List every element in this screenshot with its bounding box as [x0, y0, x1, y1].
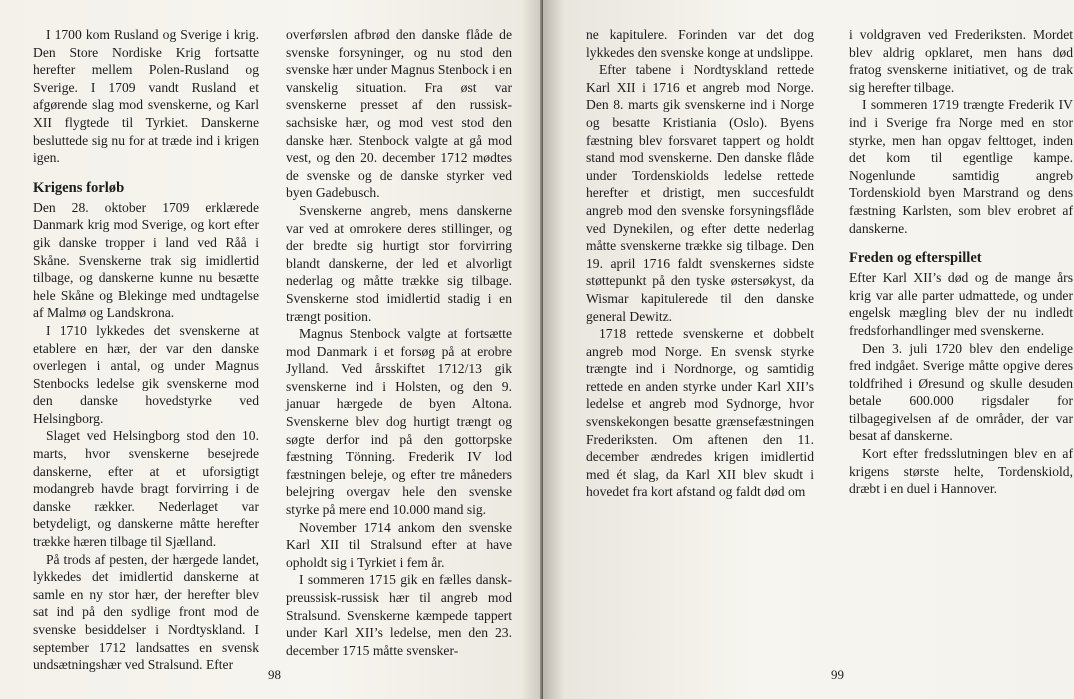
paragraph: I sommeren 1715 gik en fælles dansk-preussisk-russisk hær til angreb mod Stralsund. Svenskerne kæmpede tappert under Karl XII’s ledelse, men den 23. december 1715 måtte svensker- [286, 572, 512, 658]
paragraph: November 1714 ankom den svenske Karl XII til Stralsund efter at have opholdt sig i Tyrkiet i fem år. [286, 519, 512, 570]
right-page-column-1 [586, 26, 814, 501]
paragraph: Den 28. oktober 1709 erklærede Danmark krig mod Sverige, og kort efter gik danske tropper i land ved Råå i Skåne. Svenskerne trak sig imidlertid tilbage, og danskerne kunne nu besætte hele Skåne og Blekinge med undtagelse af Malmø og Landskrona. [33, 199, 259, 321]
paragraph-continued: overførslen afbrød den danske flåde de svenske forsyninger, og nu stod den svenske hær under Magnus Stenbock i en vanskelig situation. Fra øst var svenskerne presset af den russisk-sachsiske hær, og mod vest stod den danske hær. Stenbock valgte at gå mod vest, og den 20. december 1712 mødtes de svenske og de danske styrker ved byen Gadebusch. [286, 27, 512, 201]
paragraph: Magnus Stenbock valgte at fortsætte mod Danmark i et forsøg på at erobre Jylland. Ved årsskiftet 1712/13 gik svenskerne ind i Holsten, og den 9. januar hærgede de byen Altona. Svenskerne blev dog hurtigt trængt og søgte derfor ind på den gottorpske fæstning Tönning. Frederik IV lod fæstningen beleje, og efter tre måneders belejring overgav hele den svenske styrke på mere end 10.000 mand sig. [286, 326, 512, 518]
left-page-column-1 [33, 26, 259, 674]
paragraph: Efter Karl XII’s død og de mange års krig var alle parter udmattede, og under engelsk mægling blev der nu indledt fredsforhandlinger med svenskerne. [849, 270, 1073, 338]
paragraph: På trods af pesten, der hærgede landet, lykkedes det imidlertid danskerne at samle en ny stor hær, der herefter blev sat ind på den sydlige front mod de svenske besiddelser i Nordtyskland. I september 1712 landsattes en svensk undsætningshær ved Stralsund. Efter [33, 551, 259, 673]
paragraph: Svenskerne angreb, mens danskerne var ved at omrokere deres stillinger, og der bredte sig hurtigt stor forvirring blandt danskerne, der led et alvorligt nederlag og måtte trække sig tilbage. Svenskerne stod imidlertid stadig i en trængt position. [286, 202, 512, 324]
paragraph: Kort efter fredsslutningen blev en af krigens største helte, Tordenskiold, dræbt i en duel i Hannover. [849, 446, 1073, 497]
paragraph: I sommeren 1719 trængte Frederik IV ind i Sverige fra Norge med en stor styrke, men han opgav felttoget, inden det kom til egentlige kampe. Nogenlunde samtidig angreb Tordenskiold byen Marstrand og dens fæstning Karlsten, som blev erobret af danskerne. [849, 97, 1073, 236]
section-heading-freden: Freden og efterspillet [849, 250, 982, 267]
page-number-left: 98 [268, 667, 281, 682]
paragraph-intro: I 1700 kom Rusland og Sverige i krig. Den Store Nordiske Krig fortsatte herefter mellem Polen-Rusland og Sverige. I 1709 vandt Rusland et afgørende slag mod svenskerne, og Karl XII flygtede til Tyrkiet. Danskerne besluttede sig nu for at træde ind i krigen igen. [33, 27, 259, 166]
right-page-column-2 [849, 26, 1073, 498]
page-number-right: 99 [831, 667, 844, 682]
paragraph: Efter tabene i Nordtyskland rettede Karl XII i 1716 et angreb mod Norge. Den 8. marts gik svenskerne ind i Norge og besatte Kristiania (Oslo). Byens fæstning blev forsvaret tappert og holdt stand mod svenskerne. Den danske flåde under Tordenskiolds ledelse rettede herefter et dristigt, men succesfuldt angreb mod den svenske forsyningsflåde ved Dynekilen, og efter dette nederlag måtte svenskerne trække sig tilbage. Den 19. april 1716 faldt svenskernes sidste støttepunkt på den tyske østersøkyst, da Wismar kapitulerede til den danske general Dewitz. [586, 62, 814, 324]
left-page-column-2 [286, 26, 512, 659]
paragraph: I 1710 lykkedes det svenskerne at etablere en hær, der var den danske overlegen i antal, og under Magnus Stenbocks ledelse gik svenskerne mod den danske hovedstyrke ved Helsingborg. [33, 322, 259, 426]
paragraph-continued: ne kapitulere. Forinden var det dog lykkedes den svenske konge at undslippe. [586, 27, 814, 60]
paragraph-continued: i voldgraven ved Frederiksten. Mordet blev aldrig opklaret, men hans død fratog svenskerne initiativet, og de trak sig herefter tilbage. [849, 27, 1073, 95]
paragraph: Den 3. juli 1720 blev den endelige fred indgået. Sverige måtte opgive deres toldfrihed i Øresund og skulle desuden betale 600.000 rigsdaler for tilbagegivelsen af de områder, der var besat af danskerne. [849, 340, 1073, 444]
section-heading-krigens-forlob: Krigens forløb [33, 179, 125, 196]
paragraph: 1718 rettede svenskerne et dobbelt angreb mod Norge. En svensk styrke trængte ind i Nordnorge, og samtidig rettede en anden styrke under Karl XII’s ledelse et angreb mod Sydnorge, hvor svenskekongen besatte grænsefæstningen Frederiksten. Om aftenen den 11. december ændredes krigen imidlertid med ét slag, da Karl XII blev skudt i hovedet fra kort afstand og faldt død om [586, 326, 814, 500]
paragraph: Slaget ved Helsingborg stod den 10. marts, hvor svenskerne besejrede danskerne, efter at et uforsigtigt modangreb havde bragt forvirring i de danske rækker. Nederlaget var betydeligt, og danskerne måtte herefter trække hæren tilbage til Sjælland. [33, 428, 259, 550]
right-page [543, 0, 1074, 699]
